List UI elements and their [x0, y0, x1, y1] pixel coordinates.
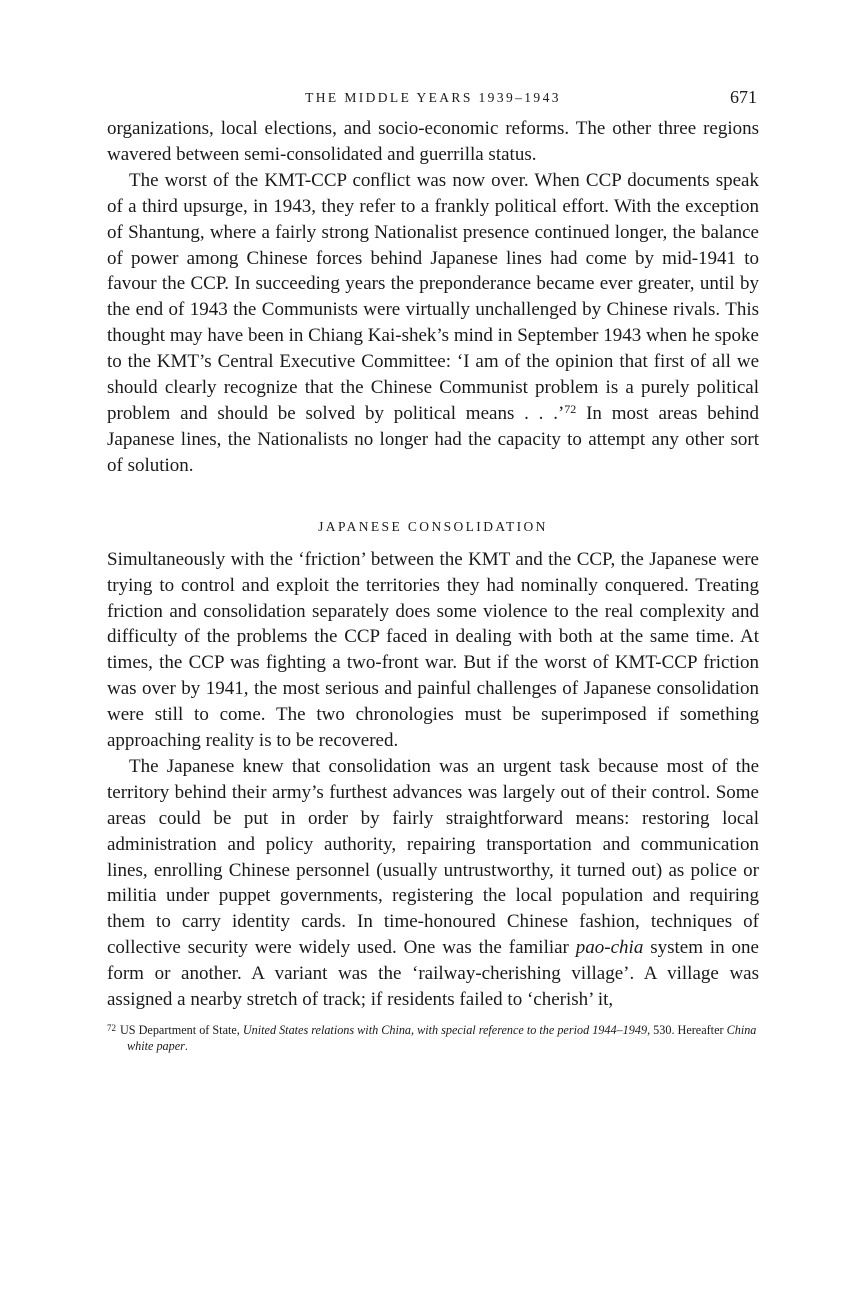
running-header — [107, 86, 759, 116]
footnote-italic-title: United States relations with China, with special reference to the period 1944–1949 — [242, 1023, 648, 1037]
paragraph-text: The worst of the KMT-CCP conflict was now over. When CCP documents speak of a third upsurge, in 1943, they refer to a frankly political effort. With the exception of Shantung, where a fairly strong Nationalist presence continued longer, the balance of power among Chinese forces behind Japanese lines had come by mid-1941 to favour the CCP. In succeeding years the preponderance became ever greater, until by the end of 1943 the Communists were virtually unchallenged by Chinese rivals. This thought may have been in Chiang Kai-shek’s mind in September 1943 when he spoke to the KMT’s Central Executive Committee: ‘I am of the opinion that first of all we should clearly recognize that the Chinese Communist problem is a purely political problem and should be solved by political means . . .’ — [107, 169, 759, 424]
paragraph-japanese-knew — [107, 754, 759, 1013]
footnote-marker: 72 — [107, 1023, 116, 1033]
footnote-text: . — [184, 1039, 188, 1053]
paragraph-kmt-ccp-conflict — [107, 168, 759, 479]
running-title: THE MIDDLE YEARS 1939–1943 — [305, 90, 561, 105]
footnote — [107, 1020, 759, 1054]
footnote-italic-short: China white paper — [127, 1023, 757, 1053]
paragraph-continued: organizations, local elections, and socio-economic reforms. The other three regions wavered between semi-consolidated and guerrilla status. — [107, 118, 759, 165]
paragraph-text: The Japanese knew that consolidation was an urgent task because most of the territory behind their army’s furthest advances was largely out of their control. Some areas could be put in order by fairly straightforward means: restoring local administration and policy authority, repairing transportation and communication lines, enrolling Chinese personnel (usually untrustworthy, it turned out) as police or militia under puppet governments, registering the local population and requiring them to carry identity cards. In time-honoured Chinese fashion, techniques of collective security were widely used. One was the familiar — [107, 755, 759, 959]
italic-term: pao-chia — [575, 937, 644, 959]
paragraph-text: system in one form or another. A variant was the ‘railway-cherishing village’. A village was assigned a nearby stretch of track; if residents failed to ‘cherish’ it, — [107, 937, 759, 1011]
book-page — [107, 86, 759, 1054]
page-number: 671 — [730, 87, 757, 107]
footnote-text: US Department of State, — [120, 1023, 243, 1037]
paragraph-simultaneously: Simultaneously with the ‘friction’ between the KMT and the CCP, the Japanese were trying to control and exploit the territories they had nominally conquered. Treating friction and consolidation separately does some violence to the real complexity and difficulty of the problems the CCP faced in dealing with both at the same time. At times, the CCP was fighting a two-front war. But if the worst of KMT-CCP friction was over by 1941, the most serious and painful challenges of Japanese consolidation were still to come. The two chronologies must be superimposed if something approaching reality is to be recovered. — [107, 548, 759, 752]
paragraph-text: In most areas behind Japanese lines, the Nationalists no longer had the capacity to attempt any other sort of solution. — [107, 402, 759, 476]
section-heading: JAPANESE CONSOLIDATION — [318, 518, 548, 534]
footnote-text: , 530. Hereafter — [647, 1023, 727, 1037]
footnote-reference: 72 — [564, 401, 577, 416]
